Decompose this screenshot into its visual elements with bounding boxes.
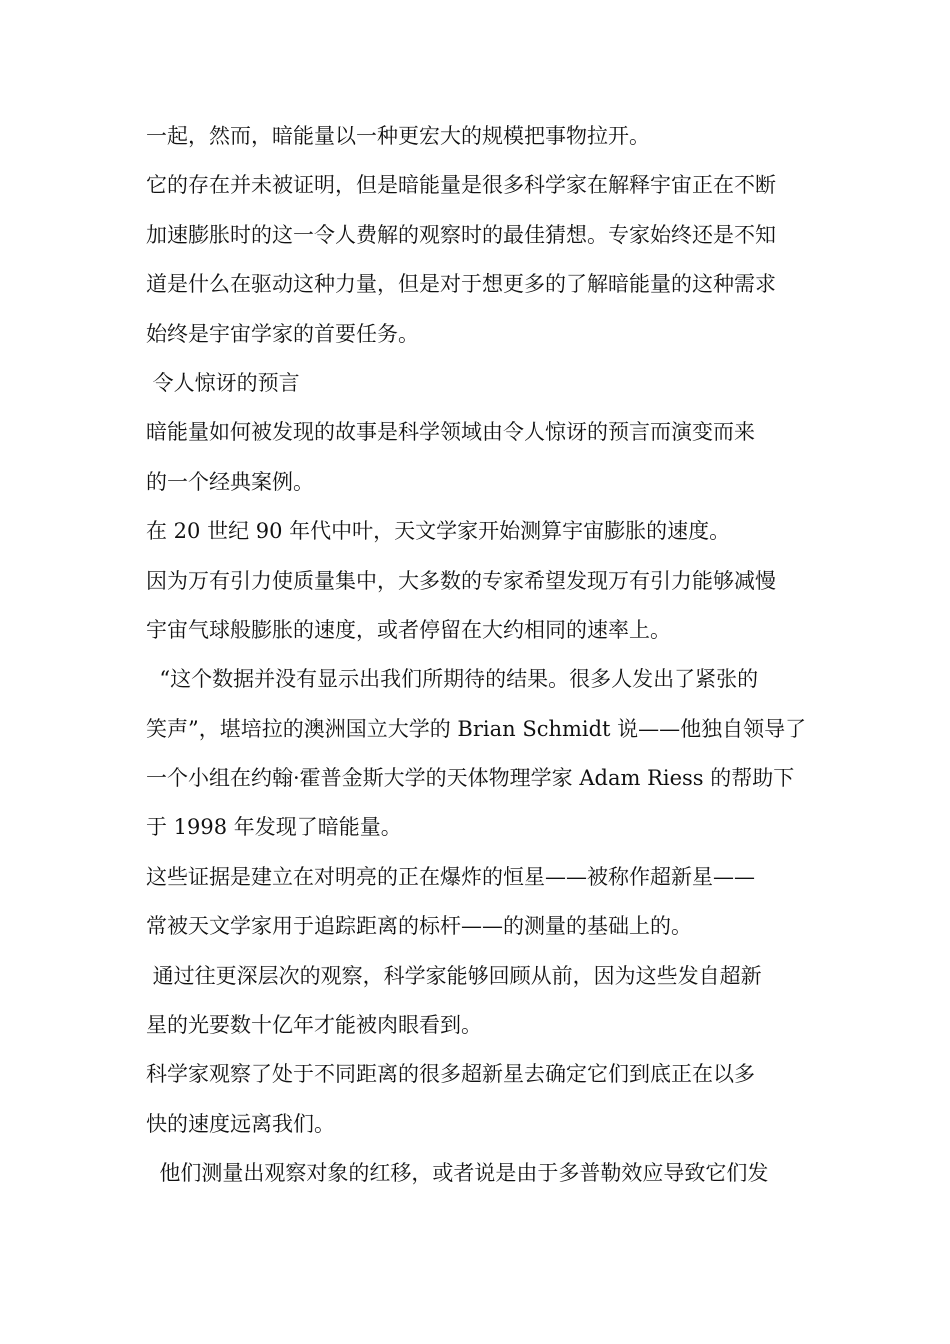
text-line: 快的速度远离我们。 [146,1111,335,1136]
text-line: 于 1998 年发现了暗能量。 [146,815,402,840]
text-line: 宇宙气球般膨胀的速度，或者停留在大约相同的速率上。 [146,617,671,642]
text-line: 一起，然而，暗能量以一种更宏大的规模把事物拉开。 [146,124,650,148]
text-line: 这些证据是建立在对明亮的正在爆炸的恒星——被称作超新星—— [146,864,755,889]
text-line: 科学家观察了处于不同距离的很多超新星去确定它们到底正在以多 [146,1062,755,1087]
text-line: 常被天文学家用于追踪距离的标杆——的测量的基础上的。 [146,914,692,939]
text-line: 他们测量出观察对象的红移，或者说是由于多普勒效应导致它们发 [146,1161,769,1186]
text-line: 暗能量如何被发现的故事是科学领域由令人惊讶的预言而演变而来 [146,420,755,445]
text-line: 因为万有引力使质量集中，大多数的专家希望发现万有引力能够减慢 [146,568,776,593]
text-line: 星的光要数十亿年才能被肉眼看到。 [146,1013,482,1038]
text-line: 通过往更深层次的观察，科学家能够回顾从前，因为这些发自超新 [146,963,762,988]
text-line: 一个小组在约翰·霍普金斯大学的天体物理学家 Adam Riess 的帮助下 [146,766,795,791]
text-line: “这个数据并没有显示出我们所期待的结果。很多人发出了紧张的 [146,667,759,692]
text-line: 笑声”，堪培拉的澳洲国立大学的 Brian Schmidt 说——他独自领导了 [146,716,807,741]
text-line: 道是什么在驱动这种力量，但是对于想更多的了解暗能量的这种需求 [146,272,776,297]
section-heading: 令人惊讶的预言 [146,370,300,395]
text-line: 始终是宇宙学家的首要任务。 [146,321,419,346]
text-line: 加速膨胀时的这一令人费解的观察时的最佳猜想。专家始终还是不知 [146,222,776,247]
text-line: 它的存在并未被证明，但是暗能量是很多科学家在解释宇宙正在不断 [146,173,776,198]
text-line: 的一个经典案例。 [146,469,314,494]
body-text [146,112,808,1199]
text-line: 在 20 世纪 90 年代中叶，天文学家开始测算宇宙膨胀的速度。 [146,519,731,544]
